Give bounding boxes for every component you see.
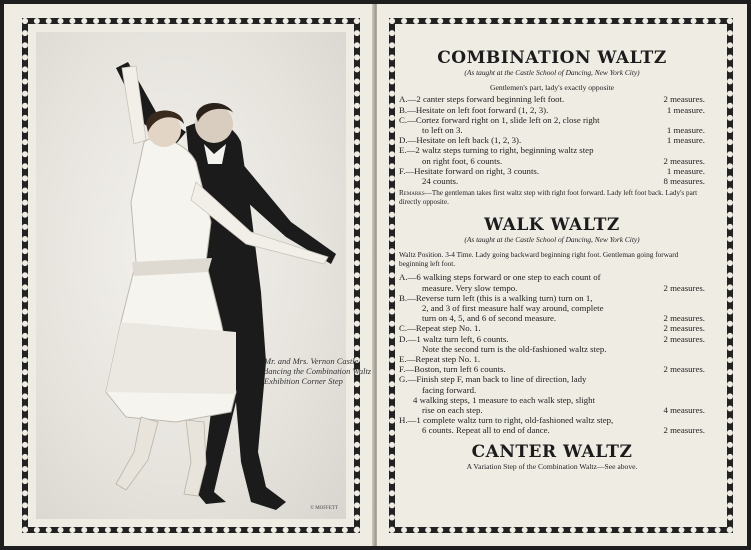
step-text: on right foot, 6 counts. [422, 155, 503, 166]
step-text: 24 counts. [422, 176, 459, 187]
left-page-border [22, 18, 372, 533]
step-text: C.—Cortez forward right on 1, slide left on 2, close right [399, 114, 600, 125]
step-measure [701, 344, 705, 354]
step-measure [701, 385, 705, 395]
remarks-label: Remarks [399, 189, 425, 198]
step-text: H.—1 complete waltz turn to right, old-fashioned waltz step, [399, 415, 614, 426]
step-line [399, 374, 705, 384]
caption-line: Exhibition Corner Step [264, 376, 343, 386]
step-measure [701, 303, 705, 313]
step-text: 4 walking steps, 1 measure to each walk step, slight [413, 394, 596, 405]
dance-instructions [399, 48, 705, 473]
step-measure: 2 measures. [663, 155, 705, 166]
step-text: F.—Hesitate forward on right, 3 counts. [399, 165, 540, 176]
step-line [399, 303, 705, 313]
step-measure: 4 measures. [663, 405, 705, 416]
step-line [399, 313, 705, 323]
canter-waltz-title: CANTER WALTZ [471, 441, 633, 462]
caption-line: Mr. and Mrs. Vernon Castle [264, 356, 359, 366]
step-text: A.—2 canter steps forward beginning left foot. [399, 94, 565, 105]
step-text: D.—1 waltz turn left, 6 counts. [399, 333, 509, 344]
step-line [399, 272, 705, 282]
step-measure: 8 measures. [663, 176, 705, 187]
step-measure [701, 354, 705, 364]
step-measure [701, 145, 705, 155]
step-measure [701, 115, 705, 125]
step-measure [701, 415, 705, 425]
step-text: rise on each step. [422, 405, 483, 416]
right-page [377, 4, 747, 546]
step-text: 6 counts. Repeat all to end of dance. [422, 425, 550, 436]
combination-waltz-note: Gentlemen's part, lady's exactly opposite [490, 83, 614, 93]
remarks-text: —The gentleman takes first waltz step with right foot forward. Lady left foot back. Lady's part directly opposite. [399, 189, 698, 207]
step-measure [701, 272, 705, 282]
step-line [399, 115, 705, 125]
step-measure: 2 measures. [663, 313, 705, 324]
step-line [399, 405, 705, 415]
step-line [399, 415, 705, 425]
step-text: B.—Hesitate on left foot forward (1, 2, 3). [399, 104, 549, 115]
step-line [399, 323, 705, 333]
step-text: 2, and 3 of first measure half way around, complete [422, 303, 604, 314]
step-measure: 2 measures. [663, 364, 705, 375]
step-line [399, 156, 705, 166]
step-measure: 1 measure. [666, 135, 705, 146]
step-line [399, 176, 705, 186]
step-text: B.—Reverse turn left (this is a walking turn) turn on 1, [399, 292, 593, 303]
step-text: E.—Repeat step No. 1. [399, 354, 481, 365]
step-text: E.—2 waltz steps turning to right, beginning waltz step [399, 145, 594, 156]
photo-caption [264, 356, 374, 386]
step-line [399, 364, 705, 374]
dancers-photograph [36, 32, 346, 519]
step-text: to left on 3. [422, 125, 463, 136]
step-text: facing forward. [422, 384, 477, 395]
step-line [399, 344, 705, 354]
step-line [399, 334, 705, 344]
step-measure: 2 measures. [663, 282, 705, 293]
step-line [399, 145, 705, 155]
step-line [399, 135, 705, 145]
step-text: F.—Boston, turn left 6 counts. [399, 364, 506, 375]
step-line [399, 94, 705, 104]
dancing-couple-illustration [36, 32, 346, 519]
step-text: Note the second turn is the old-fashioned waltz step. [422, 343, 607, 354]
step-text: C.—Repeat step No. 1. [399, 323, 481, 334]
caption-line: dancing the Combination Waltz [264, 366, 372, 376]
step-line [399, 105, 705, 115]
step-line [399, 166, 705, 176]
step-line [399, 125, 705, 135]
photo-credit: © MOFFETT [310, 506, 338, 511]
step-measure: 2 measures. [663, 425, 705, 436]
step-text: D.—Hesitate on left back (1, 2, 3). [399, 135, 522, 146]
step-measure: 1 measure. [666, 165, 705, 176]
step-line [399, 293, 705, 303]
step-text: G.—Finish step F, man back to line of direction, lady [399, 374, 587, 385]
combination-waltz-title: COMBINATION WALTZ [437, 48, 667, 68]
step-line [399, 283, 705, 293]
combination-waltz-steps [399, 94, 705, 186]
step-measure: 2 measures. [663, 94, 705, 105]
step-line [399, 354, 705, 364]
step-measure: 2 measures. [663, 323, 705, 334]
step-text: measure. Very slow tempo. [422, 282, 518, 293]
combination-waltz-subtitle: (As taught at the Castle School of Dancing, New York City) [464, 68, 640, 77]
step-measure: 2 measures. [663, 333, 705, 344]
walk-waltz-steps [399, 272, 705, 435]
left-page [4, 4, 374, 546]
step-measure [701, 293, 705, 303]
canter-waltz-subtitle: A Variation Step of the Combination Waltz—See above. [466, 461, 638, 471]
step-line [399, 395, 705, 405]
step-measure: 1 measure. [666, 125, 705, 136]
walk-waltz-title: WALK WALTZ [484, 215, 620, 236]
step-text: A.—6 walking steps forward or one step to each count of [399, 272, 601, 283]
combination-waltz-remarks [399, 189, 705, 207]
step-measure: 1 measure. [666, 104, 705, 115]
step-measure [701, 374, 705, 384]
step-measure [701, 395, 705, 405]
step-line [399, 425, 705, 435]
step-line [399, 385, 705, 395]
walk-waltz-intro: Waltz Position. 3-4 Time. Lady going backward beginning right foot. Gentleman going forward beginning left foot. [399, 250, 679, 269]
step-text: turn on 4, 5, and 6 of second measure. [422, 313, 557, 324]
walk-waltz-subtitle: (As taught at the Castle School of Dancing, New York City) [464, 235, 640, 245]
